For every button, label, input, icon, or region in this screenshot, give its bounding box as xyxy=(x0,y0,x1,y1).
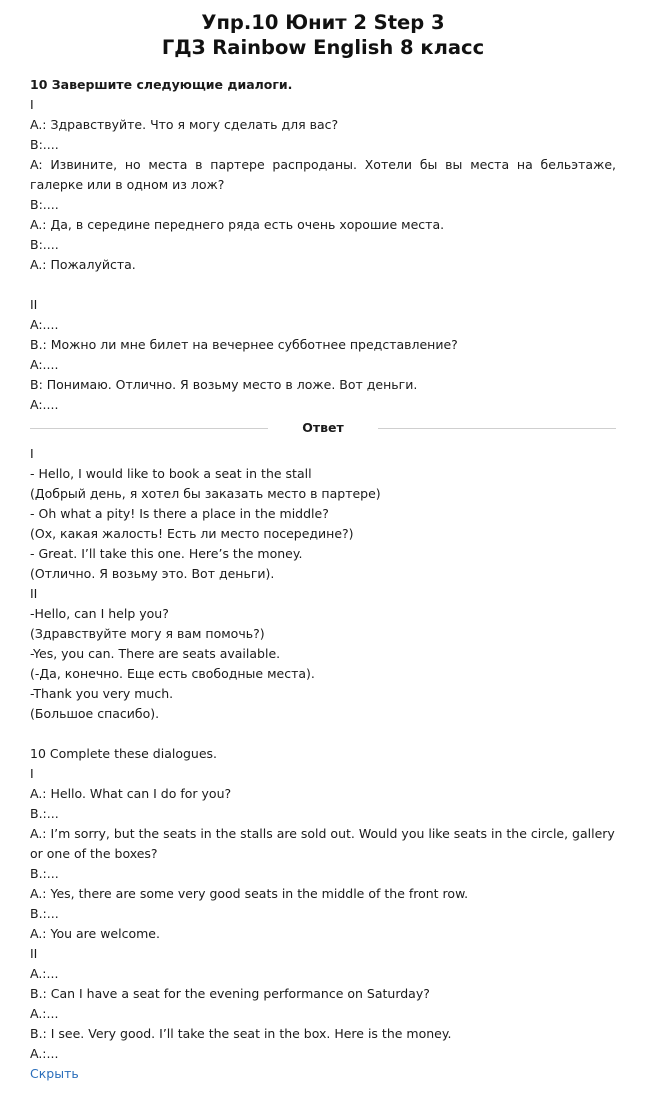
english-line: A.: You are welcome. xyxy=(30,926,160,941)
answer-section xyxy=(30,444,616,724)
dialogue-line: A:.... xyxy=(30,397,59,412)
task-section xyxy=(30,75,620,415)
task-heading: 10 Завершите следующие диалоги. xyxy=(30,77,293,92)
english-line: B.:... xyxy=(30,806,59,821)
divider-rule-left xyxy=(30,428,268,429)
english-heading: 10 Complete these dialogues. xyxy=(30,746,218,761)
english-line: A.: I’m sorry, but the seats in the stalls are sold out. Would you like seats in the circle, gallery or one of the boxes? xyxy=(30,826,619,861)
answer-line: (Отлично. Я возьму это. Вот деньги). xyxy=(30,566,275,581)
answer-divider xyxy=(30,418,616,438)
divider-rule-right xyxy=(378,428,616,429)
answer-line: - Hello, I would like to book a seat in the stall xyxy=(30,466,312,481)
dialogue-line: B.: Можно ли мне билет на вечернее субботнее представление? xyxy=(30,337,458,352)
dialogue-line: B: Понимаю. Отлично. Я возьму место в ложе. Вот деньги. xyxy=(30,377,418,392)
english-line: A.: Yes, there are some very good seats in the middle of the front row. xyxy=(30,886,469,901)
english-line: B.:... xyxy=(30,906,59,921)
english-line: B.: Can I have a seat for the evening performance on Saturday? xyxy=(30,986,430,1001)
dialogue-line: A.: Здравствуйте. Что я могу сделать для вас? xyxy=(30,117,339,132)
english-part2-marker: II xyxy=(30,946,38,961)
page-title xyxy=(30,10,616,60)
english-line: A.:... xyxy=(30,1006,59,1021)
answer-part2-marker: II xyxy=(30,586,38,601)
answer-line: -Thank you very much. xyxy=(30,686,174,701)
dialogue-line: A:.... xyxy=(30,317,59,332)
dialogue-line: A: Извините, но места в партере распроданы. Хотели бы вы места на бельэтаже, галерке или в одном из лож? xyxy=(30,157,620,192)
answer-line: (Здравствуйте могу я вам помочь?) xyxy=(30,626,265,641)
answer-line: - Great. I’ll take this one. Here’s the money. xyxy=(30,546,303,561)
dialogue-line: A.: Да, в середине переднего ряда есть очень хорошие места. xyxy=(30,217,445,232)
dialogue-line: B:.... xyxy=(30,237,59,252)
answer-part1-marker: I xyxy=(30,446,34,461)
title-line-2: ГДЗ Rainbow English 8 класс xyxy=(161,36,485,59)
dialogue-line: A.: Пожалуйста. xyxy=(30,257,136,272)
spacer xyxy=(30,724,616,744)
answer-line: (Добрый день, я хотел бы заказать место в партере) xyxy=(30,486,381,501)
english-line: A.:... xyxy=(30,1046,59,1061)
dialogue-line: B:.... xyxy=(30,137,59,152)
answer-line: (Ох, какая жалость! Есть ли место посередине?) xyxy=(30,526,354,541)
dialogue-line: B:.... xyxy=(30,197,59,212)
answer-line: - Oh what a pity! Is there a place in the middle? xyxy=(30,506,329,521)
english-line: A.:... xyxy=(30,966,59,981)
spacer xyxy=(30,275,616,295)
title-line-1: Упр.10 Юнит 2 Step 3 xyxy=(201,11,445,34)
answer-line: -Yes, you can. There are seats available. xyxy=(30,646,281,661)
english-line: B.:... xyxy=(30,866,59,881)
english-section xyxy=(30,744,619,1064)
task-part1-marker: I xyxy=(30,97,34,112)
dialogue-line: A:.... xyxy=(30,357,59,372)
answer-line: (-Да, конечно. Еще есть свободные места). xyxy=(30,666,315,681)
answer-line: (Большое спасибо). xyxy=(30,706,160,721)
english-part1-marker: I xyxy=(30,766,34,781)
hide-link[interactable]: Скрыть xyxy=(30,1066,79,1081)
english-line: B.: I see. Very good. I’ll take the seat in the box. Here is the money. xyxy=(30,1026,452,1041)
english-line: A.: Hello. What can I do for you? xyxy=(30,786,232,801)
answer-label: Ответ xyxy=(302,420,344,435)
answer-line: -Hello, can I help you? xyxy=(30,606,169,621)
task-part2-marker: II xyxy=(30,297,38,312)
